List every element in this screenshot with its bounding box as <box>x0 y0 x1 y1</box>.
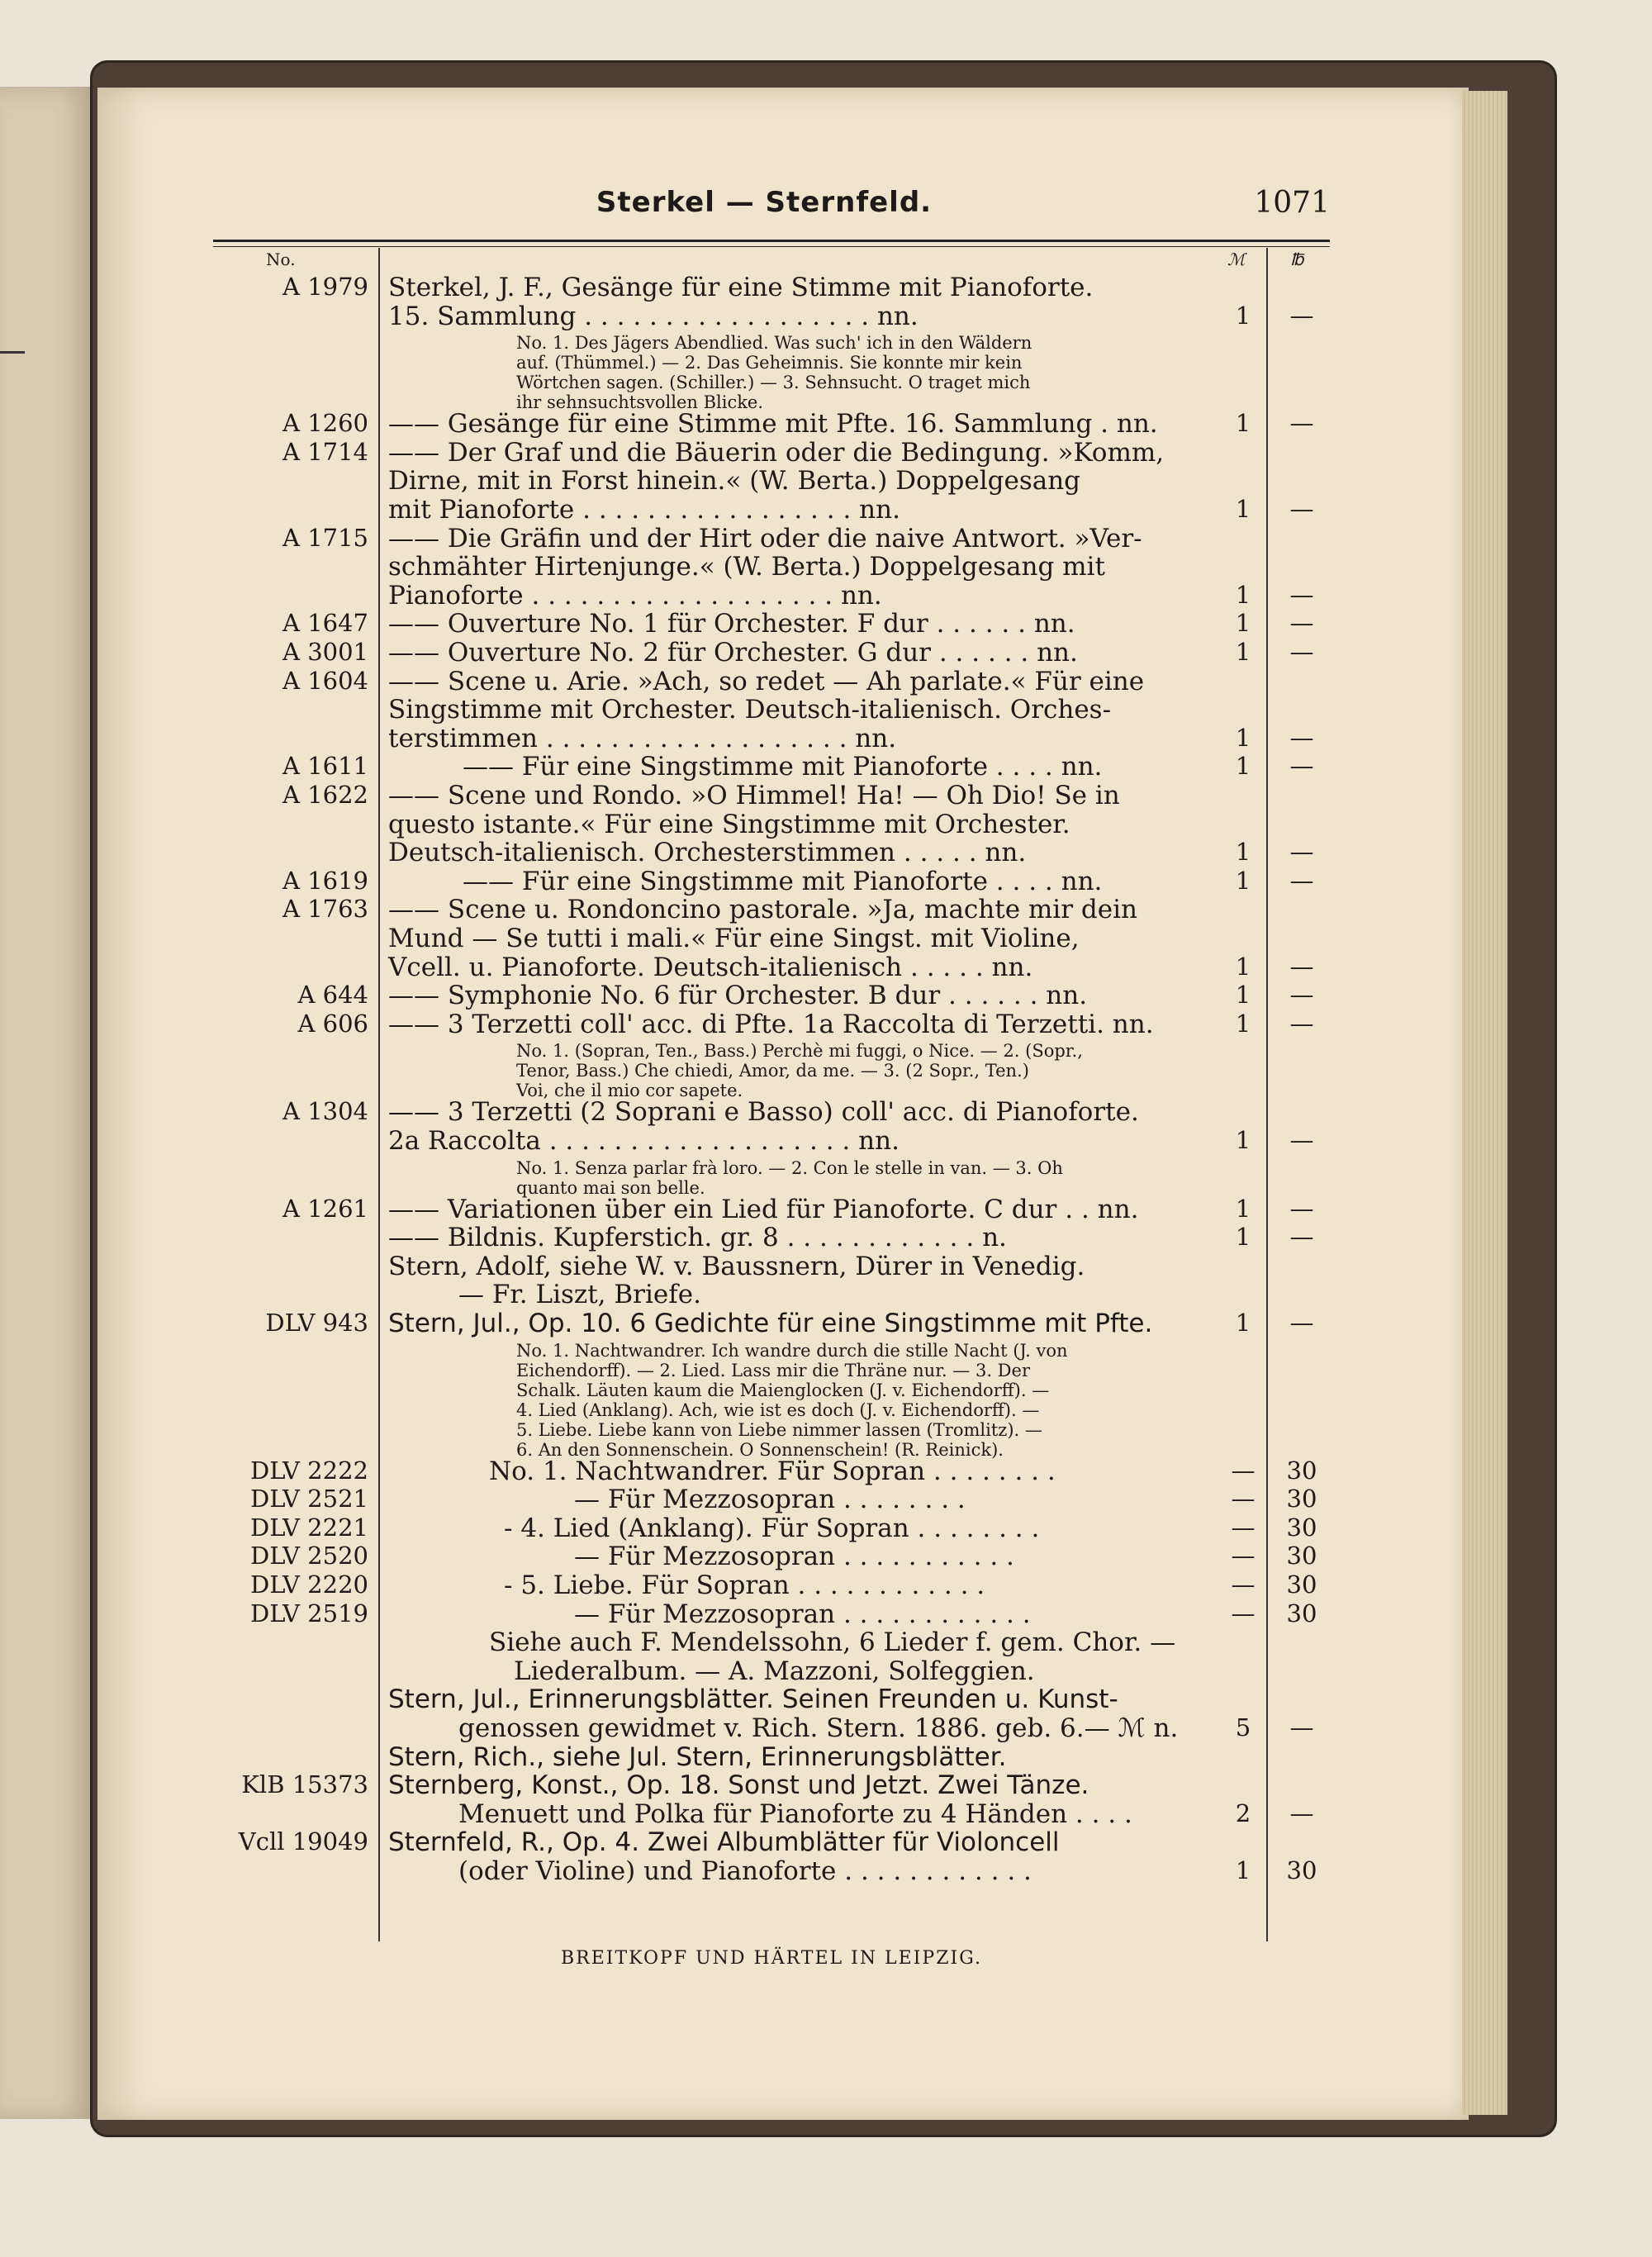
entry-text: genossen gewidmet v. Rich. Stern. 1886. geb. 6.— ℳ n. <box>458 1713 1179 1743</box>
catalog-line <box>0 581 1338 611</box>
price-pfennig: — <box>1289 1223 1314 1252</box>
catalog-number: DLV 2221 <box>249 1513 368 1542</box>
catalog-line <box>0 1627 1338 1657</box>
price-pfennig: 30 <box>1286 1456 1317 1485</box>
catalog-number: A 1604 <box>282 666 368 695</box>
column-label-mark: ℳ <box>1227 249 1246 269</box>
entry-text: No. 1. Senza parlar frà loro. — 2. Con le stelle in van. — 3. Oh <box>516 1157 1063 1178</box>
entry-text: — Fr. Liszt, Briefe. <box>458 1280 701 1310</box>
catalog-number: A 1260 <box>282 409 368 438</box>
catalog-line <box>0 1742 1338 1772</box>
catalog-line <box>0 1456 1338 1486</box>
catalog-number: KlB 15373 <box>241 1770 368 1799</box>
price-pfennig: — <box>1289 301 1314 330</box>
entry-text: Sternfeld, R., Op. 4. Zwei Albumblätter für Violoncell <box>388 1827 1060 1858</box>
entry-text: No. 1. Nachtwandrer. Für Sopran . . . . . . . . <box>489 1456 1056 1486</box>
price-mark: 1 <box>1235 1309 1251 1337</box>
price-mark: 1 <box>1235 409 1251 438</box>
catalog-line <box>0 524 1338 554</box>
entry-text: Voi, che il mio cor sapete. <box>516 1081 743 1101</box>
entry-text: terstimmen . . . . . . . . . . . . . . . . . . . nn. <box>388 723 897 753</box>
entry-text: —— 3 Terzetti coll' acc. di Pfte. 1a Raccolta di Terzetti. nn. <box>388 1009 1154 1039</box>
price-mark: 1 <box>1235 752 1251 781</box>
page-edges <box>1462 91 1507 2115</box>
price-mark: 1 <box>1235 1856 1251 1884</box>
entry-text: Tenor, Bass.) Che chiedi, Amor, da me. — 3. (2 Sopr., Ten.) <box>516 1061 1029 1081</box>
catalog-line <box>0 1485 1338 1514</box>
entry-text: —— 3 Terzetti (2 Soprani e Basso) coll' acc. di Pianoforte. <box>388 1097 1139 1128</box>
catalog-line <box>0 1126 1338 1156</box>
price-pfennig: 30 <box>1286 1542 1317 1570</box>
catalog-line <box>0 466 1338 496</box>
catalog-line <box>0 638 1338 668</box>
price-mark: 2 <box>1235 1798 1251 1827</box>
price-pfennig: 30 <box>1286 1485 1317 1513</box>
price-mark: 1 <box>1235 1009 1251 1038</box>
price-mark: — <box>1231 1456 1256 1485</box>
catalog-line <box>0 302 1338 331</box>
entry-text: Singstimme mit Orchester. Deutsch-italienisch. Orches- <box>388 695 1112 725</box>
catalog-line <box>0 695 1338 725</box>
page-header <box>198 186 1330 235</box>
price-mark: 1 <box>1235 866 1251 895</box>
catalog-number: A 1622 <box>282 781 368 809</box>
page-number: 1071 <box>1254 186 1330 220</box>
catalog-line <box>0 438 1338 468</box>
price-pfennig: — <box>1289 1713 1314 1741</box>
entry-text: —— Ouverture No. 2 für Orchester. G dur . . . . . . nn. <box>388 638 1078 668</box>
price-pfennig: — <box>1289 981 1314 1010</box>
entry-text: mit Pianoforte . . . . . . . . . . . . . . . . . nn. <box>388 495 900 525</box>
price-mark: 1 <box>1235 723 1251 752</box>
catalog-line <box>0 1542 1338 1571</box>
entry-text: No. 1. Des Jägers Abendlied. Was such' ich in den Wäldern <box>516 333 1032 354</box>
catalog-line <box>0 981 1338 1010</box>
entry-text: Vcell. u. Pianoforte. Deutsch-italienisch . . . . . nn. <box>388 952 1033 982</box>
catalog-line <box>0 953 1338 982</box>
price-pfennig: — <box>1289 495 1314 523</box>
price-mark: 1 <box>1235 495 1251 523</box>
catalog-number: A 606 <box>297 1009 368 1038</box>
entry-text: Wörtchen sagen. (Schiller.) — 3. Sehnsucht. O traget mich <box>516 373 1031 393</box>
entry-text: schmähter Hirtenjunge.« (W. Berta.) Doppelgesang mit <box>388 552 1105 582</box>
entry-text: —— Ouverture No. 1 für Orchester. F dur . . . . . . nn. <box>388 609 1075 639</box>
price-mark: 1 <box>1235 609 1251 638</box>
entry-text: Sternberg, Konst., Op. 18. Sonst und Jetzt. Zwei Tänze. <box>388 1770 1089 1801</box>
entry-text: - 5. Liebe. Für Sopran . . . . . . . . . . . . <box>504 1570 985 1600</box>
entry-text: 2a Raccolta . . . . . . . . . . . . . . . . . . . nn. <box>388 1126 900 1156</box>
price-pfennig: — <box>1289 838 1314 867</box>
catalog-line <box>0 1010 1338 1039</box>
price-pfennig: — <box>1289 752 1314 781</box>
entry-text: Mund — Se tutti i mali.« Für eine Singst. mit Violine, <box>388 924 1080 953</box>
price-mark: 1 <box>1235 952 1251 981</box>
catalog-number: DLV 2519 <box>249 1599 368 1627</box>
catalog-line <box>0 1513 1338 1543</box>
catalog-number: A 1763 <box>282 895 368 924</box>
entry-text: —— Für eine Singstimme mit Pianoforte . . . . nn. <box>463 866 1103 896</box>
catalog-line <box>0 924 1338 953</box>
entry-text: (oder Violine) und Pianoforte . . . . . . . . . . . . <box>458 1856 1032 1886</box>
catalog-number: A 644 <box>297 981 368 1010</box>
column-label-no: No. <box>266 249 296 269</box>
catalog-number: DLV 2222 <box>249 1456 368 1485</box>
entry-text: No. 1. (Sopran, Ten., Bass.) Perchè mi fuggi, o Nice. — 2. (Sopr., <box>516 1041 1083 1062</box>
catalog-line <box>0 1570 1338 1600</box>
price-pfennig: — <box>1289 1798 1314 1827</box>
catalog-line <box>0 409 1338 439</box>
entry-text: quanto mai son belle. <box>516 1177 705 1198</box>
entry-text: Siehe auch F. Mendelssohn, 6 Lieder f. gem. Chor. — <box>489 1627 1176 1658</box>
entry-text: — Für Mezzosopran . . . . . . . . . . . <box>574 1542 1014 1572</box>
price-pfennig: — <box>1289 1126 1314 1154</box>
catalog-line <box>0 1684 1338 1714</box>
price-pfennig: — <box>1289 609 1314 638</box>
catalog-number: DLV 2521 <box>249 1485 368 1513</box>
price-pfennig: — <box>1289 1009 1314 1038</box>
entry-text: —— Bildnis. Kupferstich. gr. 8 . . . . . . . . . . . . n. <box>388 1223 1007 1253</box>
catalog-line <box>0 1713 1338 1743</box>
catalog-line <box>0 752 1338 782</box>
entry-text: Stern, Jul., Op. 10. 6 Gedichte für eine Singstimme mit Pfte. <box>388 1309 1153 1338</box>
entry-text: —— Variationen über ein Lied für Pianoforte. C dur . . nn. <box>388 1194 1139 1224</box>
catalog-line <box>0 895 1338 924</box>
price-mark: 1 <box>1235 301 1251 330</box>
price-mark: — <box>1231 1570 1256 1599</box>
catalog-number: A 1611 <box>282 752 368 781</box>
catalog-line <box>0 724 1338 753</box>
catalog-number: A 3001 <box>282 638 368 666</box>
entry-text: —— Scene u. Arie. »Ach, so redet — Ah parlate.« Für eine <box>388 666 1145 696</box>
entry-text: Deutsch-italienisch. Orchesterstimmen . . . . . nn. <box>388 838 1027 868</box>
entry-text: ihr sehnsuchtsvollen Blicke. <box>516 392 764 413</box>
price-mark: — <box>1231 1542 1256 1570</box>
entry-text: — Für Mezzosopran . . . . . . . . <box>574 1485 966 1515</box>
catalog-line <box>0 667 1338 696</box>
catalog-number: DLV 2520 <box>249 1542 368 1570</box>
entry-text: —— Für eine Singstimme mit Pianoforte . . . . nn. <box>463 752 1103 782</box>
catalog-number: A 1979 <box>282 273 368 301</box>
price-mark: 1 <box>1235 1223 1251 1252</box>
catalog-line <box>0 1656 1338 1686</box>
catalog-line <box>0 1770 1338 1800</box>
entry-text: No. 1. Nachtwandrer. Ich wandre durch die stille Nacht (J. von <box>516 1340 1068 1361</box>
price-pfennig: 30 <box>1286 1856 1317 1884</box>
catalog-line <box>0 781 1338 810</box>
price-mark: 1 <box>1235 1126 1251 1154</box>
catalog-number: A 1715 <box>282 523 368 552</box>
price-pfennig: — <box>1289 409 1314 438</box>
catalog-line <box>0 1252 1338 1281</box>
price-mark: — <box>1231 1485 1256 1513</box>
price-mark: 1 <box>1235 580 1251 609</box>
price-pfennig: — <box>1289 638 1314 666</box>
price-pfennig: — <box>1289 1309 1314 1337</box>
catalog-line <box>0 867 1338 896</box>
catalog-number: DLV 943 <box>265 1309 368 1337</box>
catalog-line <box>0 1827 1338 1857</box>
entry-text: —— Gesänge für eine Stimme mit Pfte. 16. Sammlung . nn. <box>388 409 1158 440</box>
entry-text: Liederalbum. — A. Mazzoni, Solfeggien. <box>514 1656 1035 1686</box>
entry-text: Pianoforte . . . . . . . . . . . . . . . . . . . nn. <box>388 580 882 611</box>
entry-text: - 4. Lied (Anklang). Für Sopran . . . . . . . . <box>504 1513 1040 1543</box>
header-rule <box>213 240 1330 242</box>
price-pfennig: — <box>1289 723 1314 752</box>
catalog-number: A 1647 <box>282 609 368 638</box>
price-pfennig: 30 <box>1286 1513 1317 1542</box>
catalog-number: Vcll 19049 <box>238 1827 368 1856</box>
catalog-line <box>0 1309 1338 1338</box>
catalog-number: A 1304 <box>282 1097 368 1126</box>
catalog-line <box>0 1599 1338 1629</box>
price-pfennig: — <box>1289 952 1314 981</box>
entry-text: Eichendorff). — 2. Lied. Lass mir die Thräne nur. — 3. Der <box>516 1360 1030 1380</box>
entry-text: —— Der Graf und die Bäuerin oder die Bedingung. »Komm, <box>388 437 1165 468</box>
entry-text: Sterkel, J. F., Gesänge für eine Stimme mit Pianoforte. <box>388 273 1094 302</box>
entry-text: Stern, Jul., Erinnerungsblätter. Seinen Freunden u. Kunst- <box>388 1684 1118 1715</box>
catalog-line <box>0 552 1338 582</box>
entry-text: —— Symphonie No. 6 für Orchester. B dur . . . . . . nn. <box>388 981 1088 1011</box>
catalog-line <box>0 495 1338 525</box>
entry-text: questo istante.« Für eine Singstimme mit Orchester. <box>388 809 1070 839</box>
price-mark: 1 <box>1235 638 1251 666</box>
publisher-footer: BREITKOPF UND HÄRTEL IN LEIPZIG. <box>561 1948 982 1969</box>
entry-text: Stern, Rich., siehe Jul. Stern, Erinnerungsblätter. <box>388 1741 1007 1772</box>
entry-text: 4. Lied (Anklang). Ach, wie ist es doch (J. v. Eichendorff). — <box>516 1399 1040 1420</box>
entry-text: Schalk. Läuten kaum die Maienglocken (J. v. Eichendorff). — <box>516 1380 1050 1400</box>
entry-text: 5. Liebe. Liebe kann von Liebe nimmer lassen (Tromlitz). — <box>516 1419 1042 1440</box>
price-pfennig: 30 <box>1286 1599 1317 1627</box>
price-mark: — <box>1231 1599 1256 1627</box>
price-mark: 1 <box>1235 1194 1251 1223</box>
price-mark: 1 <box>1235 838 1251 867</box>
catalog-line <box>0 1223 1338 1252</box>
catalog-number: A 1619 <box>282 866 368 895</box>
entry-text: —— Scene und Rondo. »O Himmel! Ha! — Oh Dio! Se in <box>388 781 1120 810</box>
entry-text: auf. (Thümmel.) — 2. Das Geheimnis. Sie konnte mir kein <box>516 353 1023 373</box>
price-pfennig: — <box>1289 580 1314 609</box>
entry-text: — Für Mezzosopran . . . . . . . . . . . . <box>574 1599 1031 1629</box>
catalog-line <box>0 810 1338 839</box>
catalog-line <box>0 1799 1338 1829</box>
price-pfennig: — <box>1289 866 1314 895</box>
catalog-number: A 1261 <box>282 1194 368 1223</box>
price-pfennig: 30 <box>1286 1570 1317 1599</box>
entry-text: Menuett und Polka für Pianoforte zu 4 Händen . . . . <box>458 1798 1132 1829</box>
catalog-number: A 1714 <box>282 437 368 466</box>
catalog-line <box>0 1195 1338 1224</box>
entry-text: Dirne, mit in Forst hinein.« (W. Berta.) Doppelgesang <box>388 466 1081 497</box>
catalog-line <box>0 1856 1338 1886</box>
entry-text: Stern, Adolf, siehe W. v. Baussnern, Dürer in Venedig. <box>388 1251 1085 1281</box>
entry-text: 6. An den Sonnenschein. O Sonnenschein! (R. Reinick). <box>516 1439 1004 1460</box>
catalog-line <box>0 1280 1338 1309</box>
price-mark: 5 <box>1235 1713 1251 1741</box>
catalog-line <box>0 838 1338 867</box>
catalog-line <box>0 273 1338 302</box>
column-label-pf: ℔ <box>1290 249 1304 269</box>
catalog-number: DLV 2220 <box>249 1570 368 1599</box>
price-mark: 1 <box>1235 981 1251 1010</box>
running-head: Sterkel — Sternfeld. <box>596 186 933 219</box>
catalog-line <box>0 1097 1338 1127</box>
price-pfennig: — <box>1289 1194 1314 1223</box>
catalog-line <box>0 609 1338 639</box>
price-mark: — <box>1231 1513 1256 1542</box>
entry-text: —— Die Gräfin und der Hirt oder die naive Antwort. »Ver- <box>388 523 1142 554</box>
entry-text: 15. Sammlung . . . . . . . . . . . . . . . . . . nn. <box>388 301 919 331</box>
header-rule-thin <box>213 246 1330 247</box>
entry-text: —— Scene u. Rondoncino pastorale. »Ja, machte mir dein <box>388 895 1137 925</box>
